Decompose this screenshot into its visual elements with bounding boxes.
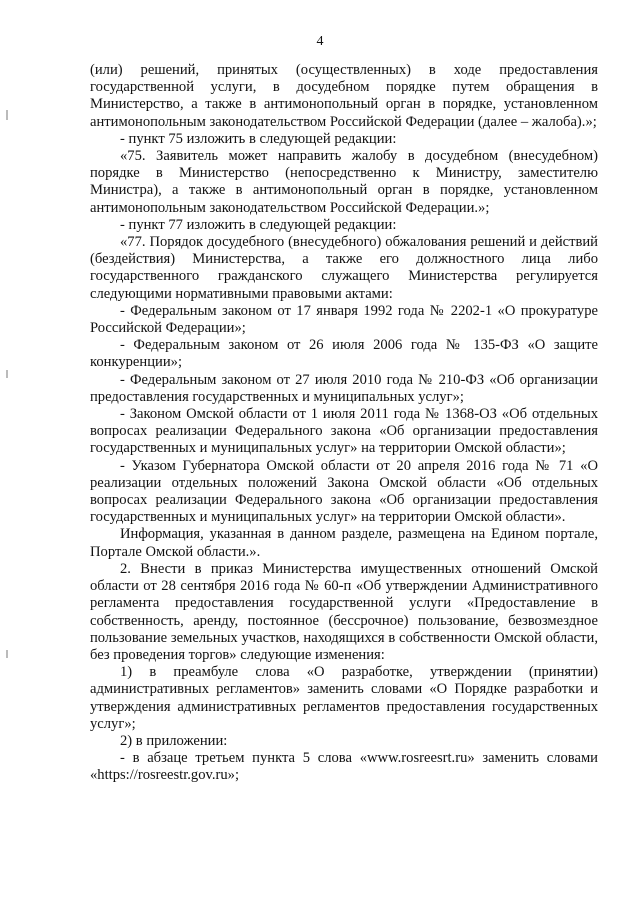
paragraph: - пункт 77 изложить в следующей редакции: xyxy=(120,216,397,233)
paragraph: 2. Внести в приказ Министерства имущественных отношений Омской области от 28 сентября 2016 года № 60-п «Об утверждении Административного регламента предоставления государственной услуги «Предоставление в собственность, аренду, постоянное (бессрочное) пользование, безвозмездное пользование земельных участков, находящихся в собственности Омской области, без проведения торгов» следующие изменения: xyxy=(90,560,598,663)
paragraph: - Федеральным законом от 26 июля 2006 года № 135-ФЗ «О защите конкуренции»; xyxy=(90,337,598,371)
paragraph: «77. Порядок досудебного (внесудебного) обжалования решений и действий (бездействия) Министерства, а также его должностного лица либо государственного гражданского служащего Министерства регулируется следующими нормативными правовыми актами: xyxy=(90,234,598,302)
paragraph: - в абзаце третьем пункта 5 слова «www.rosreesrt.ru» заменить словами «https://rosreestr.gov.ru»; xyxy=(90,750,598,784)
page-number: 4 xyxy=(316,34,324,49)
paragraph: - Федеральным законом от 17 января 1992 года № 2202-1 «О прокуратуре Российской Федерации»; xyxy=(90,302,598,337)
paragraph: «75. Заявитель может направить жалобу в досудебном (внесудебном) порядке в Министерство (непосредственно к Министру, заместителю Министра), а также в антимонопольный орган в порядке, установленном антимонопольным законодательством Российской Федерации.»; xyxy=(90,148,598,216)
scan-margin-mark xyxy=(6,650,8,658)
paragraph: 1) в преамбуле слова «О разработке, утверждении (принятии) административных регламентов» заменить словами «О Порядке разработки и утверждения административных регламентов предоставления государственных услуг»; xyxy=(90,664,598,732)
paragraph: - пункт 75 изложить в следующей редакции: xyxy=(120,130,397,147)
scan-margin-mark xyxy=(6,110,8,120)
paragraph: - Законом Омской области от 1 июля 2011 года № 1368-ОЗ «Об отдельных вопросах реализации Федерального закона «Об организации предоставления государственных и муниципальных услуг» на территории Омской области»; xyxy=(90,406,598,457)
paragraph: 2) в приложении: xyxy=(120,732,228,749)
paragraph: (или) решений, принятых (осуществленных) в ходе предоставления государственной услуги, в досудебном порядке путем обращения в Министерство, а также в антимонопольный орган в порядке, установленном антимонопольным законодательством Российской Федерации (далее – жалоба).»; xyxy=(90,62,598,130)
scan-margin-mark xyxy=(6,370,8,378)
document-body xyxy=(90,62,598,785)
paragraph: - Указом Губернатора Омской области от 20 апреля 2016 года № 71 «О реализации отдельных положений Закона Омской области «Об отдельных вопросах реализации Федерального закона «Об организации предоставления государственных и муниципальных услуг» на территории Омской области». xyxy=(90,457,598,526)
paragraph: Информация, указанная в данном разделе, размещена на Едином портале, Портале Омской области.». xyxy=(90,526,598,560)
paragraph: - Федеральным законом от 27 июля 2010 года № 210-ФЗ «Об организации предоставления государственных и муниципальных услуг»; xyxy=(90,371,598,405)
